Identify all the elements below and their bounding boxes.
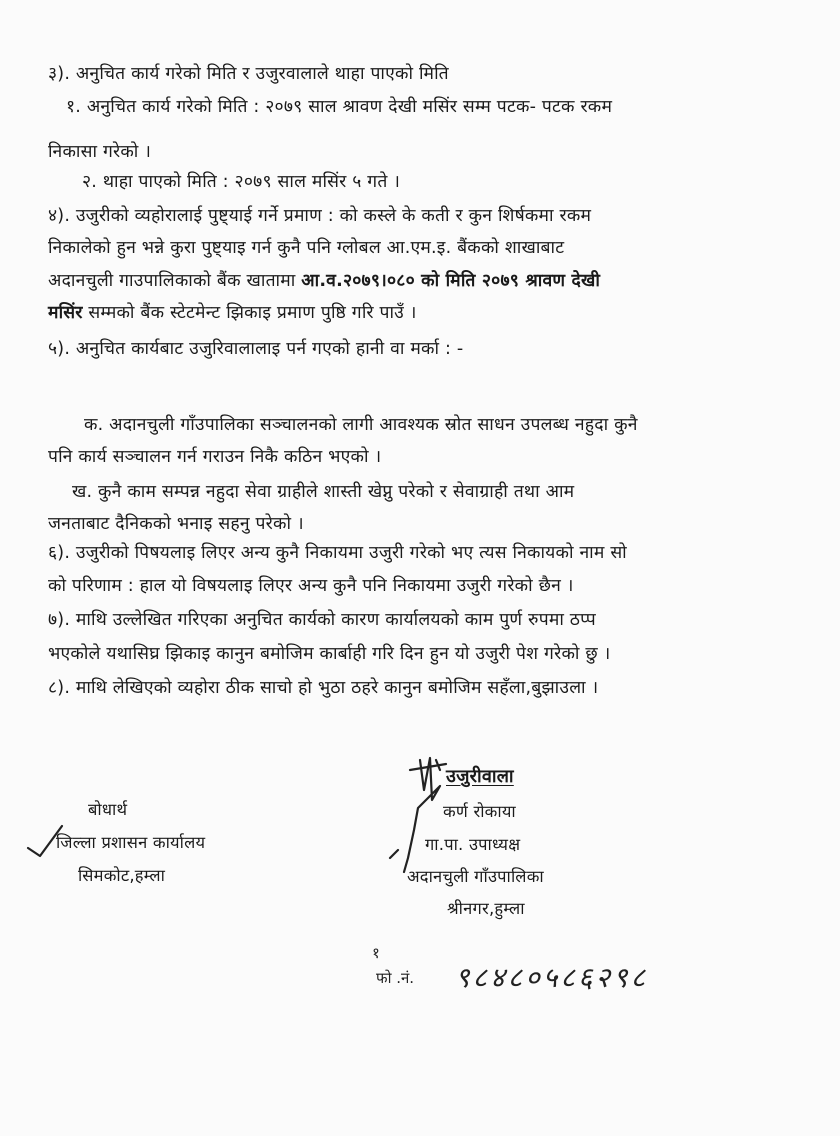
cc-place: सिमकोट,हम्ला <box>78 866 166 885</box>
section-3-item-1-line-2: निकासा गरेको । <box>48 142 152 162</box>
section-4-line-2: निकालेको हुन भन्ने कुरा पुष्ट्याइ गर्न कुनै पनि ग्लोबल आ.एम.इ. बैंकको शाखाबाट <box>48 238 565 258</box>
complainant-label: उजुरीवाला <box>446 766 514 787</box>
section-6-line-2: को परिणाम : हाल यो विषयलाइ लिएर अन्य कुनै पनि निकायमा उजुरी गरेको छैन । <box>48 576 574 596</box>
signature-icon <box>390 758 446 872</box>
section-4-line-3-plain: अदानचुली गाउपालिकाको बैंक खातामा <box>48 271 302 291</box>
section-5-kha-line-1: ख. कुनै काम सम्पन्न नहुदा सेवा ग्राहीले शास्ती खेप्नु परेको र सेवाग्राही तथा आम <box>72 482 575 502</box>
complainant-name: कर्ण रोकाया <box>443 802 516 821</box>
checkmark-icon <box>28 826 62 856</box>
section-3-item-2: २. थाहा पाएको मिति : २०७९ साल मसिंर ५ गते । <box>82 172 401 192</box>
section-5-kha-line-2: जनताबाट दैनिकको भनाइ सहनु परेको । <box>48 514 304 534</box>
handwritten-phone-number: ९८४८०५८६२९८ <box>455 961 649 994</box>
section-5-ka-line-1: क. अदानचुली गाँउपालिका सञ्चालनको लागी आवश्यक स्रोत साधन उपलब्ध नहुदा कुनै <box>84 415 638 435</box>
cc-office: जिल्ला प्रशासन कार्यालय <box>56 833 206 852</box>
complainant-office: अदानचुली गाँउपालिका <box>407 867 544 886</box>
section-3-item-1-line-1: १. अनुचित कार्य गरेको मिति : २०७९ साल श्रावण देखी मसिंर सम्म पटक- पटक रकम <box>66 97 613 117</box>
section-7-line-2: भएकोले यथासिघ्र झिकाइ कानुन बमोजिम कार्बाही गरि दिन हुन यो उजुरी पेश गरेको छु । <box>48 644 611 664</box>
section-4-line-3-bold: आ.व.२०७९।०८० को मिति २०७९ श्रावण देखी <box>301 271 601 291</box>
section-4-line-4-bold: मसिंर <box>48 303 83 323</box>
section-5-heading: ५). अनुचित कार्यबाट उजुरिवालालाइ पर्न गएको हानी वा मर्का : - <box>48 339 464 359</box>
section-6-line-1: ६). उजुरीको पिषयलाइ लिएर अन्य कुनै निकायमा उजुरी गरेको भए त्यस निकायको नाम सो <box>48 543 627 563</box>
section-4-line-1: ४). उजुरीको व्यहोरालाई पुष्ट्याई गर्ने प्रमाण : को कस्ले के कती र कुन शिर्षकमा रकम <box>48 206 592 226</box>
section-4-line-4-plain: सम्मको बैंक स्टेटमेन्ट झिकाइ प्रमाण पुष्ठि गरि पाउँ । <box>82 303 417 323</box>
section-7-line-1: ७). माथि उल्लेखित गरिएका अनुचित कार्यको कारण कार्यालयको काम पुर्ण रुपमा ठप्प <box>48 610 596 630</box>
handwritten-index: १ <box>372 944 380 962</box>
complainant-post: गा.पा. उपाध्यक्ष <box>425 835 521 854</box>
section-3-heading: ३). अनुचित कार्य गरेको मिति र उजुरवालाले थाहा पाएको मिति <box>48 64 449 84</box>
handwritten-phone-prefix: फो .नं. <box>376 969 415 987</box>
section-5-ka-line-2: पनि कार्य सञ्चालन गर्न गराउन निकै कठिन भएको । <box>48 447 382 467</box>
complainant-place: श्रीनगर,हुम्ला <box>447 899 525 918</box>
cc-label: बोधार्थ <box>88 800 128 819</box>
section-8-line-1: ८). माथि लेखिएको व्यहोरा ठीक साचो हो भुठा ठहरे कानुन बमोजिम सहँला,बुझाउला । <box>48 678 599 698</box>
